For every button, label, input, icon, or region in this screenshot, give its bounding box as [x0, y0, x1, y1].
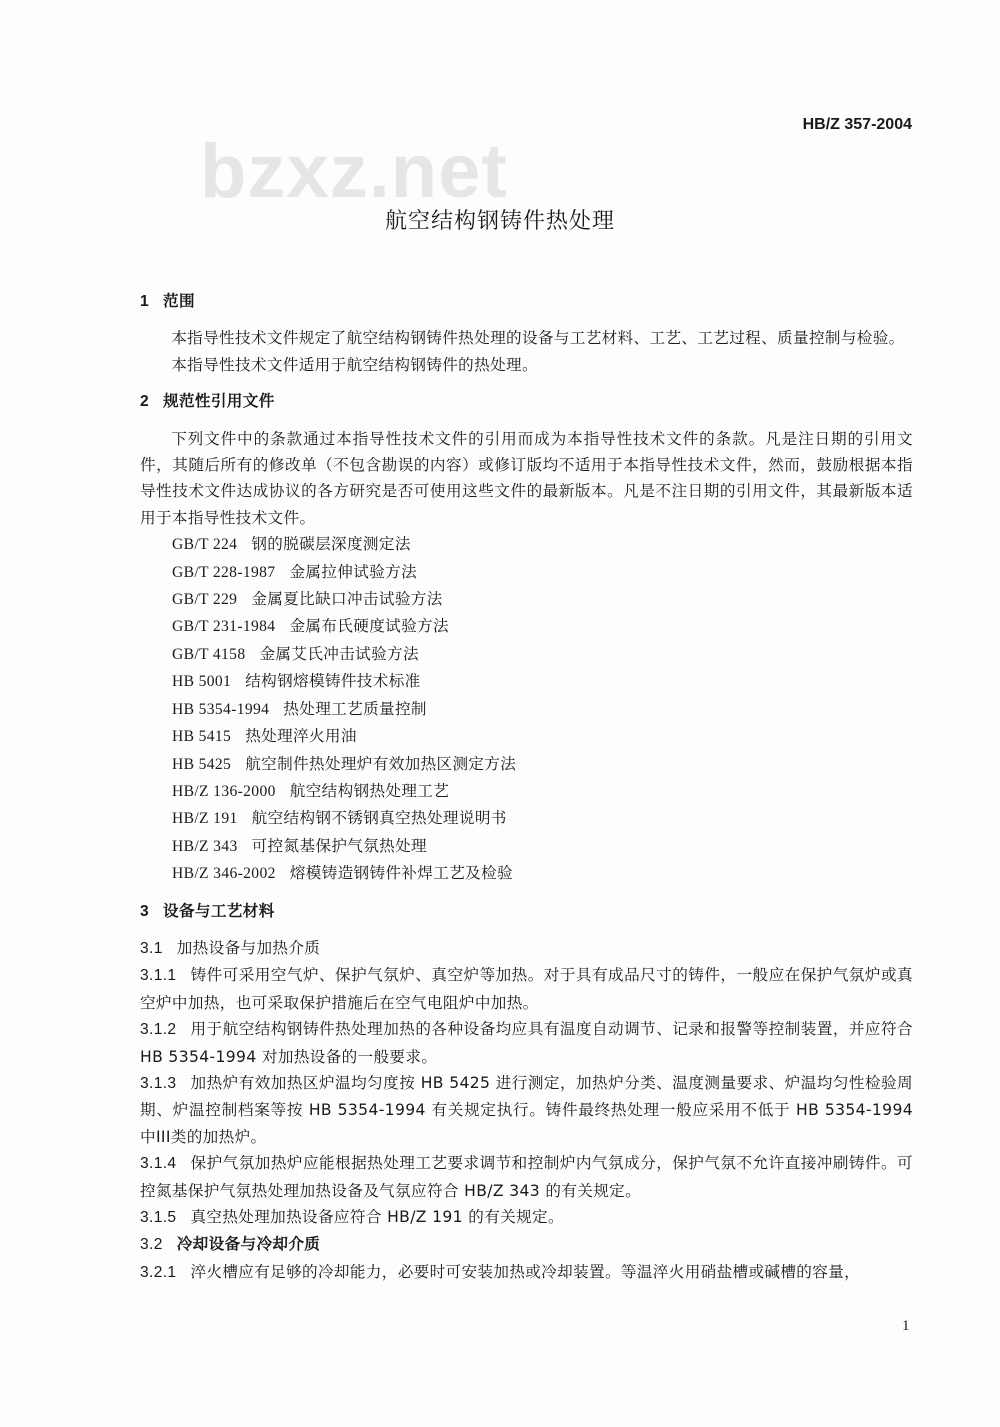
reference-list: [140, 531, 913, 887]
reference-code: HB/Z 191: [172, 810, 238, 828]
reference-title: 可控氮基保护气氛热处理: [251, 836, 427, 855]
watermark: bzxz.net: [200, 129, 508, 214]
document-number: HB/Z 357-2004: [802, 116, 912, 133]
section-title: 规范性引用文件: [163, 392, 275, 411]
reference-title: 热处理工艺质量控制: [283, 699, 427, 718]
section-number: 2: [140, 393, 150, 411]
clause-text: 淬火槽应有足够的冷却能力，必要时可安装加热或冷却装置。等温淬火用硝盐槽或碱槽的容量，: [190, 1262, 861, 1281]
clause: [140, 962, 913, 1016]
section-number: 1: [140, 293, 150, 310]
clause-number: 3.1.3: [140, 1074, 177, 1092]
reference-title: 熔模铸造钢铸件补焊工艺及检验: [289, 864, 513, 883]
paragraph: 本指导性技术文件适用于航空结构钢铸件的热处理。: [171, 355, 538, 374]
reference-code: HB/Z 346-2002: [172, 865, 276, 883]
reference-item: [172, 559, 913, 586]
reference-item: [172, 586, 913, 613]
reference-item: [172, 751, 913, 778]
clause-text: 铸件可采用空气炉、保护气氛炉、真空炉等加热。对于具有成品尺寸的铸件，一般应在保护气氛炉或真空炉中加热，也可采取保护措施后在空气电阻炉中加热。: [140, 966, 913, 1012]
reference-code: HB 5354-1994: [172, 700, 270, 718]
reference-code: GB/T 231-1984: [172, 618, 276, 636]
reference-title: 金属艾氏冲击试验方法: [259, 644, 419, 663]
clause-number: 3.1.4: [140, 1155, 177, 1173]
reference-code: HB/Z 136-2000: [172, 782, 276, 800]
reference-title: 航空结构钢不锈钢真空热处理说明书: [251, 809, 507, 828]
section-title: 加热设备与加热介质: [176, 938, 321, 957]
document-body: [140, 288, 913, 1286]
reference-title: 航空制件热处理炉有效加热区测定方法: [245, 754, 517, 773]
section-number: 3.2: [140, 1236, 163, 1254]
reference-code: GB/T 224: [172, 536, 238, 554]
reference-item: [172, 696, 913, 723]
clause: [140, 1150, 913, 1204]
clause-number: 3.1.1: [140, 967, 177, 985]
paragraph: 本指导性技术文件规定了航空结构钢铸件热处理的设备与工艺材料、工艺、工艺过程、质量控制与检验。: [171, 329, 905, 348]
reference-code: HB 5425: [172, 755, 232, 773]
reference-item: [172, 860, 913, 887]
section-title: 范围: [163, 292, 195, 310]
clause: [140, 1016, 913, 1070]
page-number: 1: [902, 1318, 910, 1334]
document-title: 航空结构钢铸件热处理: [384, 209, 615, 234]
reference-code: GB/T 229: [172, 591, 238, 609]
reference-title: 金属拉伸试验方法: [289, 562, 418, 581]
section-number: 3: [140, 902, 150, 920]
clause-number: 3.1.2: [140, 1021, 177, 1039]
reference-code: GB/T 4158: [172, 645, 246, 663]
reference-item: [172, 531, 913, 558]
reference-code: GB/T 228-1987: [172, 563, 276, 581]
section-title: 设备与工艺材料: [163, 901, 275, 920]
reference-item: [172, 723, 913, 750]
reference-item: [172, 613, 913, 640]
clause-text: 真空热处理加热设备应符合 HB/Z 191 的有关规定。: [190, 1208, 564, 1226]
section-number: 3.1: [140, 939, 163, 957]
section-title: 冷却设备与冷却介质: [176, 1235, 321, 1254]
reference-code: HB 5001: [172, 673, 232, 691]
section-3-heading: [140, 898, 913, 925]
clause-text: 用于航空结构钢铸件热处理加热的各种设备均应具有温度自动调节、记录和报警等控制装置，并应符合 HB 5354-1994 对加热设备的一般要求。: [140, 1020, 913, 1066]
subsection-3-2-heading: [140, 1231, 913, 1258]
reference-item: [172, 805, 913, 832]
clause: [140, 1204, 913, 1231]
clause-number: 3.2.1: [140, 1263, 177, 1281]
reference-item: [172, 641, 913, 668]
reference-title: 航空结构钢热处理工艺: [289, 781, 450, 800]
reference-title: 金属夏比缺口冲击试验方法: [251, 590, 443, 609]
reference-title: 结构钢熔模铸件技术标准: [245, 672, 421, 691]
clause-text: 保护气氛加热炉应能根据热处理工艺要求调节和控制炉内气氛成分，保护气氛不允许直接冲刷铸件。可控氮基保护气氛热处理加热设备及气氛应符合 HB/Z 343 的有关规定。: [140, 1154, 913, 1200]
paragraph: 下列文件中的条款通过本指导性技术文件的引用而成为本指导性技术文件的条款。凡是注日期的引用文件，其随后所有的修改单（不包含勘误的内容）或修订版均不适用于本指导性技术文件，然而，鼓励根据本指导性技术文件达成协议的各方研究是否可使用这些文件的最新版本。凡是不注日期的引用文件，其最新版本适用于本指导性技术文件。: [140, 429, 913, 527]
reference-title: 钢的脱碳层深度测定法: [251, 535, 411, 554]
section-2-heading: [140, 388, 913, 415]
reference-title: 金属布氏硬度试验方法: [289, 617, 449, 636]
reference-item: [172, 778, 913, 805]
clause: [140, 1070, 913, 1150]
clause: [140, 1259, 913, 1286]
clause-number: 3.1.5: [140, 1209, 177, 1226]
reference-code: HB/Z 343: [172, 837, 238, 855]
subsection-3-1-heading: [140, 935, 913, 962]
reference-title: 热处理淬火用油: [245, 727, 357, 746]
reference-item: [172, 833, 913, 860]
clause-text: 加热炉有效加热区炉温均匀度按 HB 5425 进行测定，加热炉分类、温度测量要求、炉温均匀性检验周期、炉温控制档案等按 HB 5354-1994 有关规定执行。铸件最终热处理一般应采用不低于 HB 5354-1994 中III类的加热炉。: [140, 1073, 913, 1146]
reference-code: HB 5415: [172, 728, 232, 746]
section-1-heading: [140, 288, 913, 315]
reference-item: [172, 668, 913, 695]
